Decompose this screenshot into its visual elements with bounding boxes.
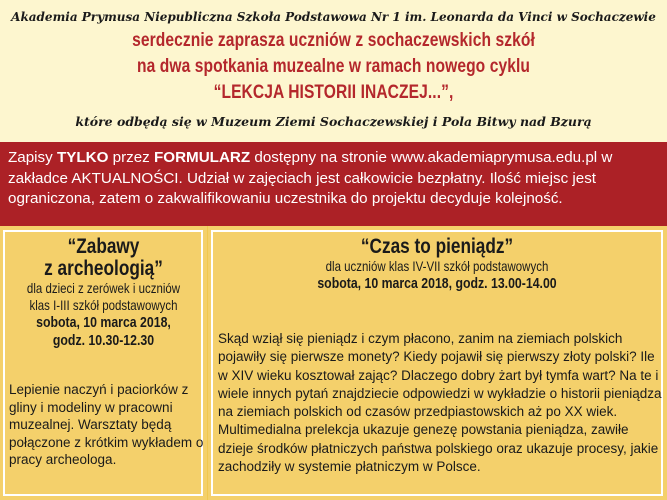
banner-bold-form: FORMULARZ <box>154 149 251 166</box>
header <box>0 0 667 142</box>
right-event-audience: dla uczniów klas IV-VII szkół podstawowych <box>325 258 549 274</box>
left-event-title-1: “Zabawy <box>67 235 140 258</box>
left-event-audience-1: dla dzieci z zerówek i uczniów <box>26 280 181 296</box>
left-event-title-2: z archeologią” <box>44 257 163 280</box>
right-event-title: “Czas to pieniądz” <box>360 235 514 258</box>
right-event-header <box>207 236 667 293</box>
banner-bold-only: TYLKO <box>56 149 109 166</box>
left-event-header <box>0 236 207 350</box>
left-event-audience-2: klas I-III szkół podstawowych <box>29 297 178 313</box>
venue-line: które odbędą się w Muzeum Ziemi Sochaczewskiej i Pola Bitwy nad Bzurą <box>75 114 592 129</box>
right-event-description: Skąd wziął się pieniądz i czym płacono, zanim na ziemiach polskich pojawiły się pierwsze monety? Kiedy pojawił się pierwszy złoty polski? Ile w XIV wieku kosztował zając? Dlaczego dobry żart był tymfa wart? Na te i wiele innych pytań znajdziecie odpowiedzi w wykładzie o historii pieniądza na ziemiach polskich od czasów przedpiastowskich aż po XX wiek. Multimedialna prelekcja ukazuje genezę powstania pieniądza, zawiłe dzieje środków płatniczych państwa polskiego oraz ukazuje procesy, jakie zachodziły w systemie płatniczym w Polsce. <box>218 331 662 475</box>
school-name: Akademia Prymusa Niepubliczna Szkoła Podstawowa Nr 1 im. Leonarda da Vinci w Sochaczewie <box>11 10 656 24</box>
banner-text-3: dostępny na stronie www.akademiaprymusa.edu.pl w zakładce AKTUALNOŚCI. Udział w zajęciach jest całkowicie bezpłatny. Ilość miejsc jest ograniczona, zatem o zakwalifikowaniu uczestnika do projektu decyduje kolejność. <box>8 149 613 207</box>
banner-text-2: przez <box>108 149 154 166</box>
registration-banner <box>0 142 667 226</box>
left-event-description: Lepienie naczyń i paciorków z gliny i modeliny w pracowni muzealnej. Warsztaty będą połączone z krótkim wykładem o pracy archeologa. <box>9 382 204 467</box>
left-event-date-2: godz. 10.30-12.30 <box>52 332 155 349</box>
right-event-date: sobota, 10 marca 2018, godz. 13.00-14.00 <box>317 275 557 292</box>
left-event-date-1: sobota, 10 marca 2018, <box>36 314 171 331</box>
invitation-line-1: serdecznie zaprasza uczniów z sochaczewskich szkół <box>132 29 535 51</box>
invitation-line-2: na dwa spotkania muzealne w ramach nowego cyklu <box>136 55 530 77</box>
cycle-title: “LEKCJA HISTORII INACZEJ...”, <box>213 81 454 103</box>
banner-text-1: Zapisy <box>8 149 57 166</box>
